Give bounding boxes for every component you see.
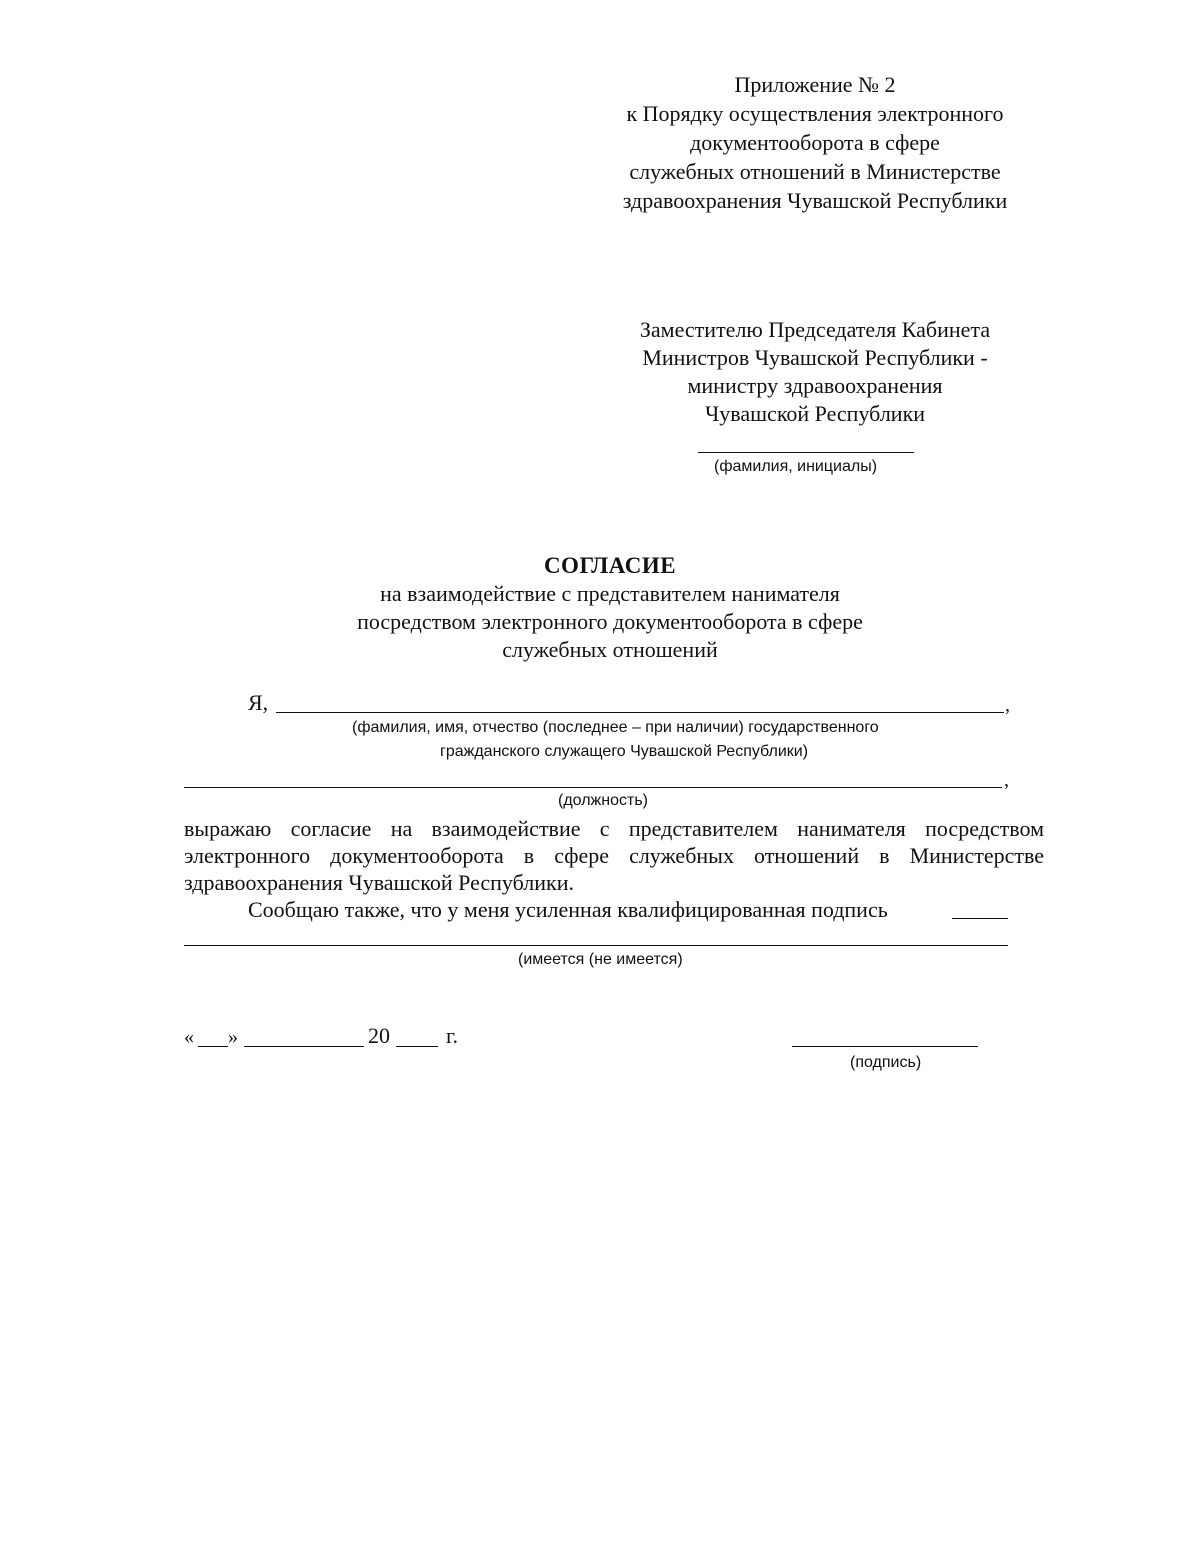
position-comma: , [1004,769,1009,791]
signature-status-short-line[interactable] [952,918,1008,919]
addressee-line: Чувашской Республики [704,401,926,426]
appendix-line: Приложение № 2 [734,72,896,97]
appendix-line: к Порядку осуществления электронного [626,101,1004,126]
addressee-line: министру здравоохранения [687,373,943,398]
date-close-quote: » [228,1026,238,1048]
position-caption: (должность) [558,792,648,809]
signature-status-line[interactable] [184,945,1008,946]
appendix-line: документооборота в сфере [690,130,940,155]
consent-line: выражаю согласие на взаимодействие с представителем нанимателя посредством [184,816,1044,841]
addressee-line: Заместителю Председателя Кабинета [639,317,991,342]
date-open-quote: « [184,1026,194,1048]
date-year-suffix: г. [446,1023,459,1048]
title-subtitle-line: посредством электронного документооборота в сфере [357,609,863,634]
signature-status-caption: (имеется (не имеется) [518,951,683,968]
title-subtitle-line: на взаимодействие с представителем нанимателя [380,581,840,606]
signature-statement: Сообщаю также, что у меня усиленная квалифицированная подпись [248,897,888,922]
consent-line: здравоохранения Чувашской Республики. [184,870,574,895]
full-name-comma: , [1005,694,1010,716]
appendix-line: здравоохранения Чувашской Республики [622,188,1008,213]
appendix-line: служебных отношений в Министерстве [629,159,1001,184]
full-name-caption: гражданского служащего Чувашской Республики) [440,743,809,760]
date-century: 20 [368,1023,390,1048]
addressee-name-caption: (фамилия, инициалы) [714,458,878,475]
position-line[interactable] [184,787,1002,788]
addressee-name-line[interactable] [698,452,914,453]
title-subtitle-line: служебных отношений [502,637,718,662]
document-title [300,552,920,664]
addressee-block [590,316,1040,428]
full-name-line[interactable] [276,712,1004,713]
appendix-header [590,70,1040,215]
date-year-line[interactable] [396,1046,438,1047]
title-heading: СОГЛАСИЕ [543,553,677,578]
signature-caption: (подпись) [850,1054,922,1071]
date-day-line[interactable] [198,1046,228,1047]
consent-line: электронного документооборота в сфере служебных отношений в Министерстве [184,843,1044,868]
addressee-line: Министров Чувашской Республики - [642,345,988,370]
signature-line[interactable] [792,1046,978,1047]
date-month-line[interactable] [244,1046,364,1047]
full-name-caption: (фамилия, имя, отчество (последнее – при наличии) государственного [352,719,879,736]
ya-label: Я, [248,690,269,715]
